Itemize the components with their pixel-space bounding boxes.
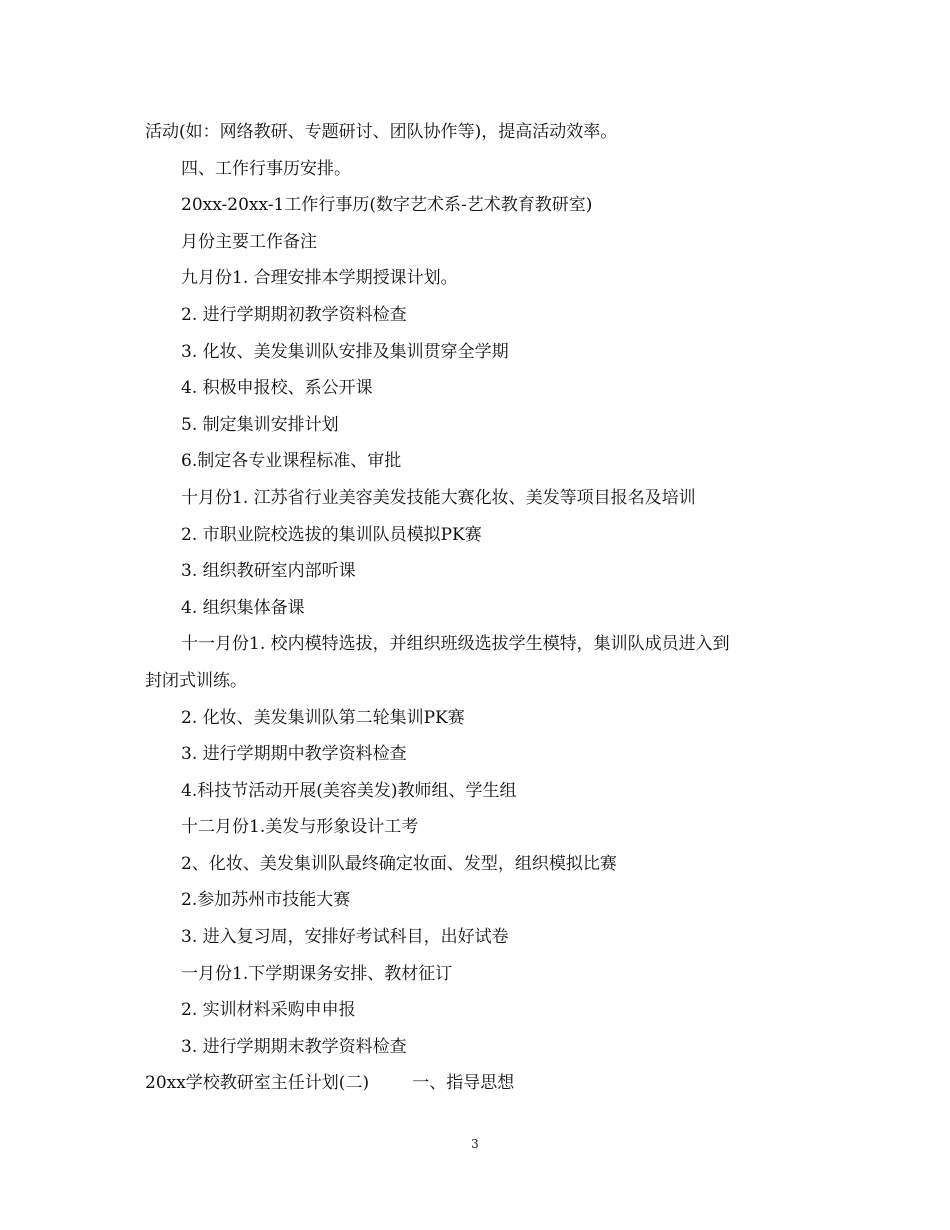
text-line-1: 活动(如：网络教研、专题研讨、团队协作等)，提高活动效率。 [145, 122, 618, 142]
november-item-4: 4.科技节活动开展(美容美发)教师组、学生组 [181, 780, 517, 801]
november-item-3: 3. 进行学期期中教学资料检查 [181, 744, 407, 765]
october-item-1: 十月份1. 江苏省行业美容美发技能大赛化妆、美发等项目报名及培训 [181, 487, 696, 508]
body-text [145, 114, 810, 1102]
page-number: 3 [471, 1137, 479, 1151]
next-plan-heading: 20xx学校教研室主任计划(二) 一、指导思想 [145, 1073, 515, 1094]
september-item-3: 3. 化妆、美发集训队安排及集训贯穿全学期 [181, 341, 509, 362]
november-item-1-continued: 封闭式训练。 [145, 670, 247, 691]
december-item-1: 十二月份1.美发与形象设计工考 [181, 817, 419, 838]
november-item-1: 十一月份1. 校内模特选拔，并组织班级选拔学生模特，集训队成员进入到 [181, 634, 730, 655]
october-item-2: 2. 市职业院校选拔的集训队员模拟PK赛 [181, 524, 482, 545]
september-item-2: 2. 进行学期期初教学资料检查 [181, 304, 407, 325]
december-item-4: 3. 进入复习周，安排好考试科目，出好试卷 [181, 927, 509, 948]
september-item-1: 九月份1. 合理安排本学期授课计划。 [181, 268, 458, 289]
october-item-4: 4. 组织集体备课 [181, 597, 305, 618]
september-item-6: 6.制定各专业课程标准、审批 [181, 451, 402, 472]
december-item-2: 2、化妆、美发集训队最终确定妆面、发型，组织模拟比赛 [181, 853, 617, 874]
january-item-2: 2. 实训材料采购申申报 [181, 1000, 356, 1021]
section-heading-work-calendar: 四、工作行事历安排。 [181, 158, 351, 179]
january-item-1: 一月份1.下学期课务安排、教材征订 [181, 963, 453, 984]
october-item-3: 3. 组织教研室内部听课 [181, 561, 356, 582]
september-item-5: 5. 制定集训安排计划 [181, 414, 339, 435]
calendar-title: 20xx-20xx-1工作行事历(数字艺术系-艺术教育教研室) [181, 195, 593, 216]
calendar-header-row: 月份主要工作备注 [181, 231, 317, 252]
september-item-4: 4. 积极申报校、系公开课 [181, 378, 373, 399]
december-item-3: 2.参加苏州市技能大赛 [181, 890, 351, 911]
january-item-3: 3. 进行学期期末教学资料检查 [181, 1036, 407, 1057]
november-item-2: 2. 化妆、美发集训队第二轮集训PK赛 [181, 707, 465, 728]
